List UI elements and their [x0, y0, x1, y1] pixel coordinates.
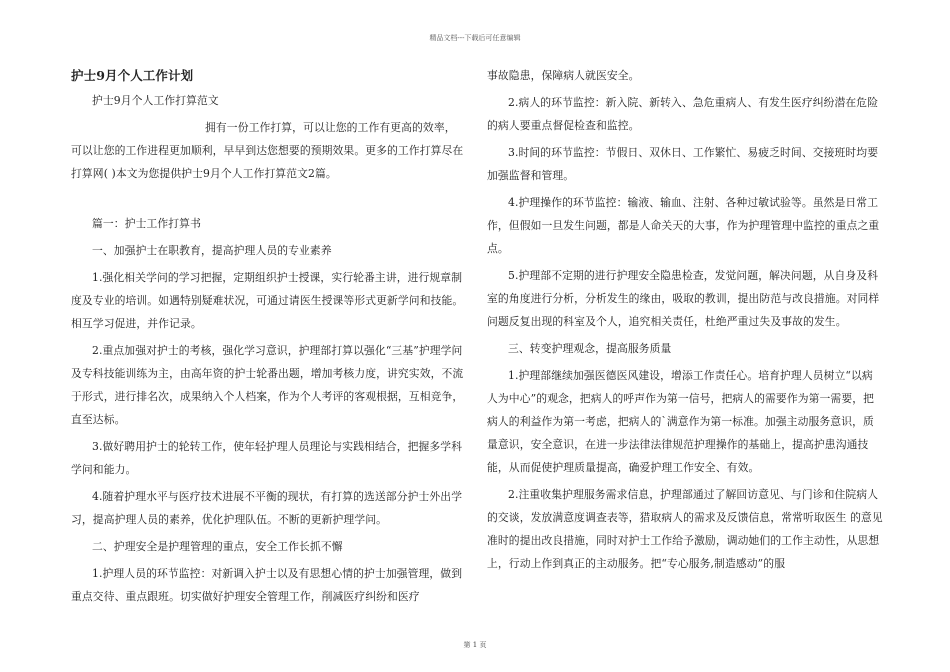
- blank-line: [71, 189, 471, 212]
- paragraph-item-5: 1.护理人员的环节监控：对新调入护士以及有思想心情的护士加强管理，做到重点交待、重点跟班。切实做好护理安全管理工作，削减医疗纠纷和医疗: [71, 567, 463, 603]
- page-footer: 第 1 页: [463, 641, 487, 649]
- paragraph-item-7: 3.时间的环节监控：节假日、双休日、工作繁忙、易疲乏时间、交接班时均要加强监督和管理。: [487, 146, 879, 182]
- document-title: 护士9月个人工作计划: [71, 68, 194, 83]
- paragraph-item-1: 1.强化相关学问的学习把握，定期组织护士授课，实行轮番主讲，进行规章制度及专业的培训。如遇特别疑难状况，可通过请医生授课等形式更新学问和技能。相互学习促进，并作记录。: [71, 271, 464, 330]
- paragraph-item-6: 2.病人的环节监控：新入院、新转入、急危重病人、有发生医疗纠纷潜在危险的病人要重点督促检查和监控。: [487, 96, 879, 132]
- paragraph-item-11: 2.注重收集护理服务需求信息，护理部通过了解回访意见、与门诊和住院病人的交谈，发放满意度调查表等，猎取病人的需求及反馈信息，常常听取医生 的意见准时的提出改良措施，同时对护士工作给予激励，调动她们的工作主动性，从思想上，行动上作到真正的主动服务。把“专心服务,制造感动”的服: [487, 488, 883, 570]
- paragraph-item-9: 5.护理部不定期的进行护理安全隐患检查，发觉问题，解决问题，从自身及科室的角度进行分析，分析发生的缘由，吸取的教训，提出防范与改良措施。对同样问题反复出现的科室及个人，追究相关责任，杜绝严重过失及事故的发生。: [487, 269, 880, 328]
- paragraph-item-4: 4.随着护理水平与医疗技术进展不平衡的现状，有打算的选送部分护士外出学习，提高护理人员的素养，优化护理队伍。不断的更新护理学问。: [71, 490, 463, 526]
- heading-2: 二、护理安全是护理管理的重点，安全工作长抓不懈: [92, 540, 343, 553]
- heading-3: 三、转变护理观念，提高服务质量: [508, 342, 672, 355]
- continued-text: 事故隐患，保障病人就医安全。: [487, 69, 640, 82]
- subtitle: 护士9月个人工作打算范文: [92, 94, 219, 107]
- left-column: [71, 64, 471, 612]
- right-column: [487, 64, 883, 579]
- paragraph-item-8: 4.护理操作的环节监控：输液、输血、注射、各种过敏试验等。虽然是日常工作，但假如一旦发生问题，都是人命关天的大事，作为护理管理中监控的重点之重点。: [487, 196, 880, 255]
- page-header: 精品文档---下载后可任意编辑: [429, 34, 521, 42]
- intro-line-1: 拥有一份工作打算，可以让您的工作有更高的效率，: [205, 121, 456, 134]
- paragraph-item-2: 2.重点加强对护士的考核，强化学习意识，护理部打算以强化“三基”护理学问及专科技能训练为主，由高年资的护士轮番出题，增加考核力度，讲究实效，不流于形式，进行排名次，成果纳入个人档案，作为个人考评的客观根据，互相竞争，直至达标。: [71, 344, 464, 426]
- intro-paragraph: 可以让您的工作进程更加顺利，早早到达您想要的预期效果。更多的工作打算尽在打算网( )本文为您提供护士9月个人工作打算范文2篇。: [71, 144, 464, 180]
- heading-1: 一、加强护士在职教育，提高护理人员的专业素养: [92, 244, 332, 257]
- section-heading: 篇一：护士工作打算书: [92, 217, 201, 230]
- paragraph-item-3: 3.做好聘用护士的轮转工作，使年轻护理人员理论与实践相结合，把握多学科学问和能力。: [71, 440, 463, 476]
- paragraph-item-10: 1.护理部继续加强医德医风建设，增添工作责任心。培育护理人员树立“以病人为中心”的观念，把病人的呼声作为第一信号，把病人的需要作为第一需要，把病人的利益作为第一考虑，把病人的`满意作为第一标准。加强主动服务意识，质量意识，安全意识，在进一步法律法律规范护理操作的基础上，提高护患沟通技能，从而促使护理质量提高，确爱护理工作安全、有效。: [487, 369, 875, 474]
